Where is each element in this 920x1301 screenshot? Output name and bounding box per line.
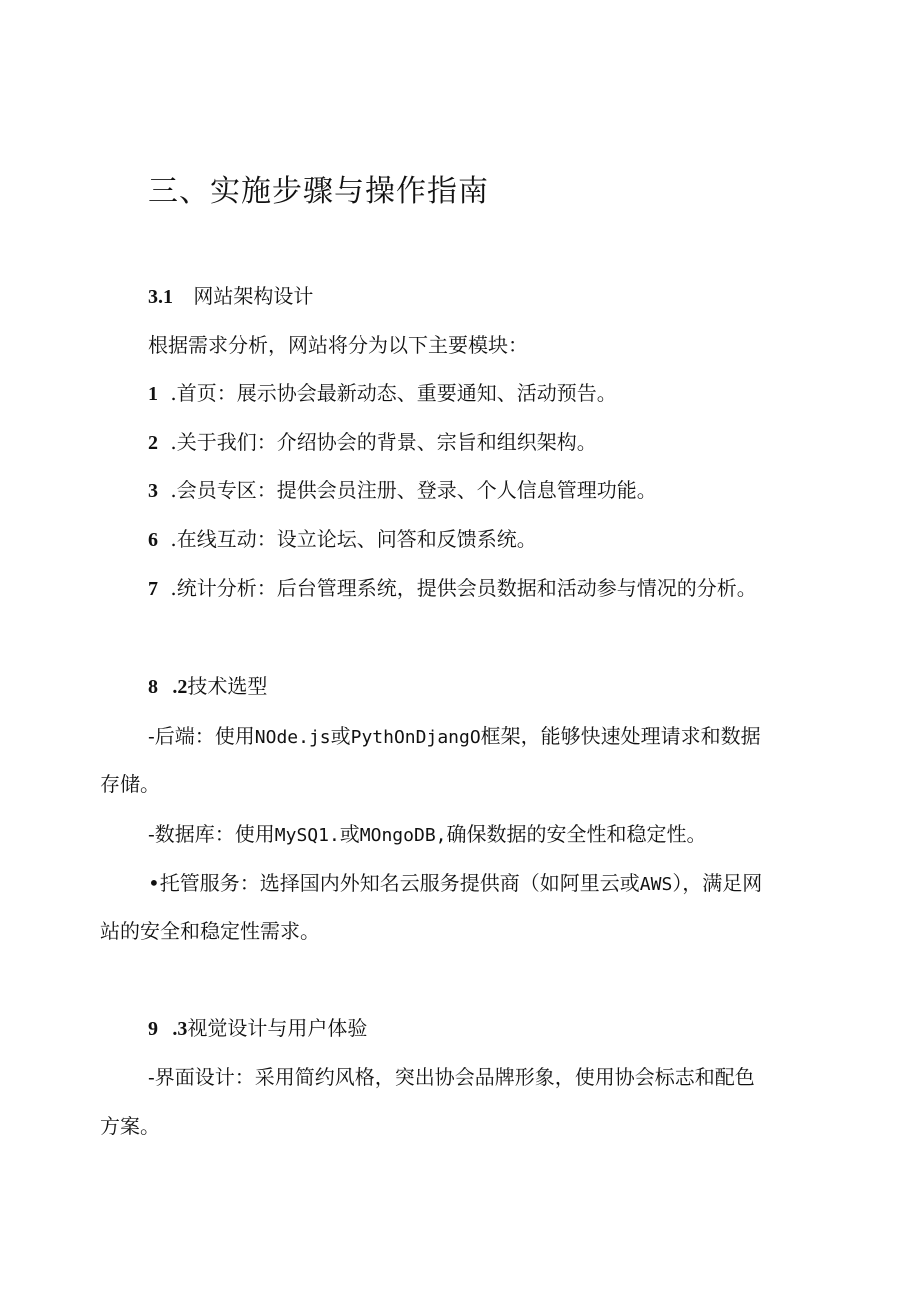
text-run: 框架，能够快速处理请求和数据: [480, 724, 761, 748]
tech-name: MOngoDB,: [359, 825, 447, 846]
item-number: 3: [148, 480, 158, 502]
section-heading-3-1: [148, 280, 313, 309]
backend-paragraph-cont: 存储。: [100, 772, 160, 796]
section-heading-3-3: [148, 1012, 367, 1041]
item-text: .统计分析：后台管理系统，提供会员数据和活动参与情况的分析。: [170, 576, 757, 600]
intro-paragraph: 根据需求分析，网站将分为以下主要模块：: [148, 333, 528, 357]
section-number: 9: [148, 1018, 158, 1040]
module-item: [148, 426, 597, 455]
backend-paragraph: [148, 720, 761, 749]
hosting-paragraph: [148, 867, 762, 896]
section-heading-3-2: [148, 670, 267, 699]
text-run: 或: [330, 724, 351, 748]
item-number: 6: [148, 529, 158, 551]
section-subnumber: .3: [172, 1018, 188, 1040]
item-text: .关于我们：介绍协会的背景、宗旨和组织架构。: [170, 430, 597, 454]
item-number: 1: [148, 383, 158, 405]
page-title: 三、实施步骤与操作指南: [148, 174, 489, 209]
item-number: 7: [148, 578, 158, 600]
module-item: [148, 572, 757, 601]
section-number: 3.1: [148, 286, 173, 308]
module-item: [148, 523, 537, 552]
item-text: .会员专区：提供会员注册、登录、个人信息管理功能。: [170, 478, 657, 502]
section-title: 视觉设计与用户体验: [187, 1016, 368, 1040]
text-run: •托管服务：选择国内外知名云服务提供商（如阿里云或: [148, 871, 640, 895]
tech-name: PythOnDjangO: [350, 727, 481, 748]
item-text: .首页：展示协会最新动态、重要通知、活动预告。: [170, 381, 617, 405]
text-run: -数据库：使用: [148, 822, 275, 846]
section-title: 技术选型: [187, 674, 268, 698]
database-paragraph: [148, 818, 707, 847]
ui-design-paragraph: -界面设计：采用简约风格，突出协会品牌形象，使用协会标志和配色: [148, 1065, 755, 1089]
tech-name: MySQ1.: [274, 825, 340, 846]
section-number: 8: [148, 676, 158, 698]
tech-name: AWS: [639, 874, 673, 895]
ui-design-paragraph-cont: 方案。: [100, 1114, 160, 1138]
text-run: -后端：使用: [148, 724, 255, 748]
text-run: 确保数据的安全性和稳定性。: [446, 822, 707, 846]
tech-name: NOde.js: [254, 727, 331, 748]
module-item: [148, 377, 617, 406]
hosting-paragraph-cont: 站的安全和稳定性需求。: [100, 919, 320, 943]
text-run: 或: [339, 822, 360, 846]
item-text: .在线互动：设立论坛、问答和反馈系统。: [170, 527, 537, 551]
module-item: [148, 474, 657, 503]
section-title: 网站架构设计: [193, 284, 314, 308]
text-run: ），满足网: [672, 871, 763, 895]
section-subnumber: .2: [172, 676, 188, 698]
item-number: 2: [148, 432, 158, 454]
